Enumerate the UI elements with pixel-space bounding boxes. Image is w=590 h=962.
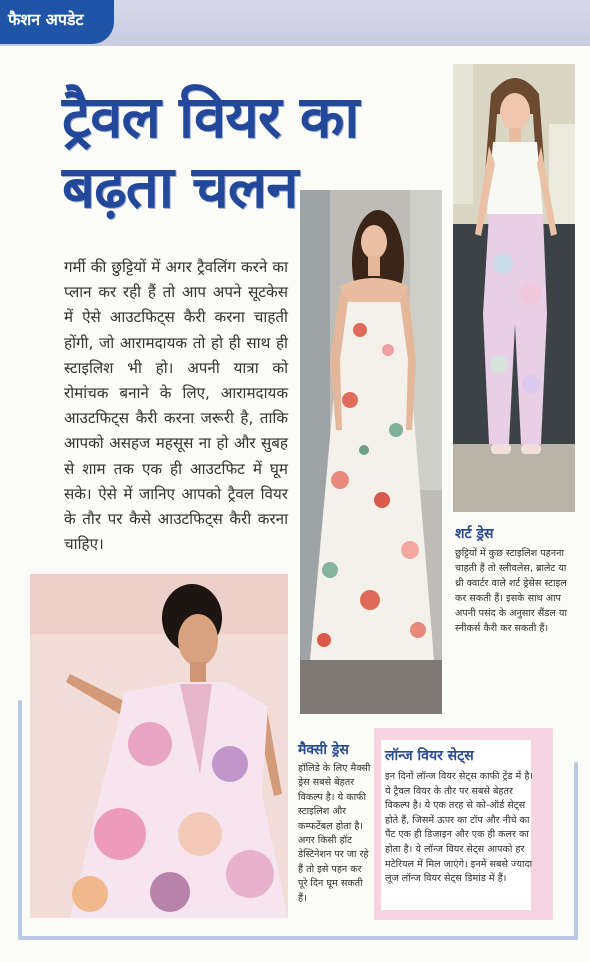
short-dress-title: शर्ट ड्रेस [455,526,494,542]
maxi-dress-title: मैक्सी ड्रेस [298,742,349,758]
floral-gown-illustration [30,574,288,918]
photo-lounge-wear [453,64,575,512]
section-header-bar [0,0,590,46]
section-label-tab [0,0,114,44]
frame-line-right [574,762,578,940]
lounge-wear-text: इन दिनों लॉन्ज वियर सेट्स काफी ट्रेंड में है। ये ट्रैवल वियर के तौर पर सबसे बेहतर विकल्प है। ये एक तरह से को-ऑर्ड सेट्स होते हैं, जिसमें ऊपर का टॉप और नीचे का पैंट एक ही डिजाइन और एक ही कलर का होता है। ये लॉन्ज वियर सेट्स आपको हर मटेरियल में मिल जाएंगे। इनमें सबसे ज्यादा लूज लॉन्ज वियर सेट्स डिमांड में हैं। [385,771,534,885]
frame-line-left [18,700,22,940]
maxi-dress-text: हॉलिडे के लिए मैक्सी ड्रेस सबसे बेहतर विकल्प है। ये काफी स्टाइलिश और कम्फर्टेबल होता है। अगर किसी हॉट डेस्टिनेशन पर जा रहे हैं तो इसे पहन कर पूरे दिन घूम सकती हैं। [298,763,371,904]
photo-floral-gown [30,574,288,918]
short-dress-text: छुट्टियों में कुछ स्टाइलिश पहनना चाहती हैं तो स्लीवलेस, ब्रालेट या थ्री क्वार्टर वाले शर्ट ड्रेसेस स्टाइल कर सकती हैं। इसके साथ आप अपनी पसंद के अनुसार सैंडल या स्नीकर्स कैरी कर सकती हैं। [455,548,567,634]
headline-line-1: ट्रैवल वियर का [62,83,359,151]
photo-floral-dress [300,190,442,714]
lounge-wear-illustration [453,64,575,512]
frame-line-bottom [18,936,578,940]
section-label: फैशन अपडेट [8,10,84,29]
intro-paragraph: गर्मी की छुट्टियों में अगर ट्रैवलिंग करने का प्लान कर रही हैं तो आप अपने सूटकेस में ऐसे आउटफिट्स कैरी करना चाहती होंगी, जो आरामदायक तो हो ही साथ ही स्टाइलिश भी हो। अपनी यात्रा को रोमांचक बनाने के लिए, आरामदायक आउटफिट्स कैरी करना जरूरी है, ताकि आपको असहज महसूस ना हो और सुबह से शाम तक एक ही आउटफिट में घूम सके। ऐसे में जानिए आपको ट्रैवल वियर के तौर पर कैसे आउटफिट्स कैरी करना चाहिए। [64,258,288,554]
floral-dress-illustration [300,190,442,714]
headline-line-2: बढ़ता चलन [62,153,298,221]
lounge-wear-title: लॉन्ज वियर सेट्स [385,748,474,764]
